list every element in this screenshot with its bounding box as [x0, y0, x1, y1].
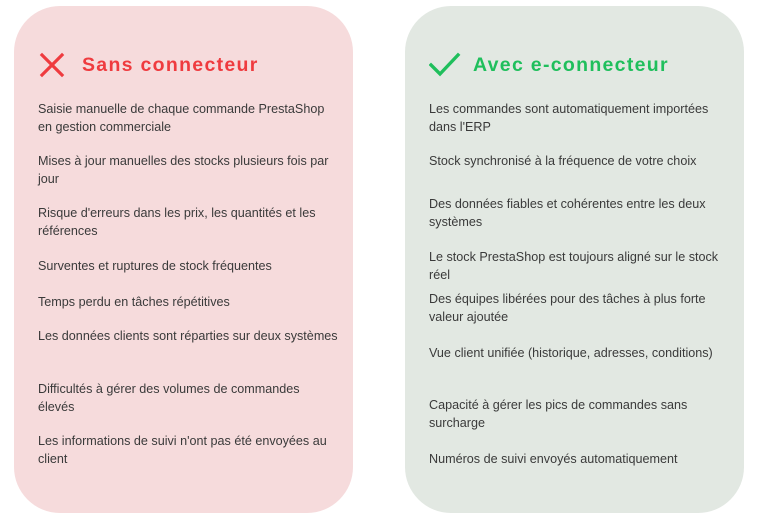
benefit-item: Des équipes libérées pour des tâches à plus forte valeur ajoutée [429, 292, 706, 324]
drawback-item: Les informations de suivi n'ont pas été envoyées au client [38, 434, 327, 466]
drawback-item: Difficultés à gérer des volumes de commandes élevés [38, 382, 300, 414]
drawback-item: Temps perdu en tâches répétitives [38, 295, 230, 309]
benefit-item: Stock synchronisé à la fréquence de votre choix [429, 154, 697, 168]
with-connector-card [405, 6, 744, 513]
benefit-item: Le stock PrestaShop est toujours aligné sur le stock réel [429, 250, 719, 282]
benefit-item: Les commandes sont automatiquement importées dans l'ERP [429, 102, 709, 134]
without-connector-title: Sans connecteur [82, 53, 259, 76]
without-connector-card [14, 6, 353, 513]
benefit-item: Des données fiables et cohérentes entre les deux systèmes [429, 197, 706, 229]
drawback-item: Mises à jour manuelles des stocks plusieurs fois par jour [38, 154, 329, 186]
drawback-item: Risque d'erreurs dans les prix, les quantités et les références [38, 206, 316, 238]
with-connector-title: Avec e-connecteur [473, 53, 669, 76]
drawback-item: Les données clients sont réparties sur deux systèmes [38, 329, 338, 343]
drawback-item: Saisie manuelle de chaque commande PrestaShop en gestion commerciale [38, 102, 325, 134]
with-connector-header [429, 51, 669, 79]
benefit-item: Vue client unifiée (historique, adresses, conditions) [429, 346, 713, 360]
without-connector-header [38, 51, 259, 79]
cross-icon [38, 51, 66, 79]
checkmark-icon [429, 51, 457, 79]
benefit-item: Capacité à gérer les pics de commandes sans surcharge [429, 398, 688, 430]
benefit-item: Numéros de suivi envoyés automatiquement [429, 452, 678, 466]
drawback-item: Surventes et ruptures de stock fréquentes [38, 259, 272, 273]
